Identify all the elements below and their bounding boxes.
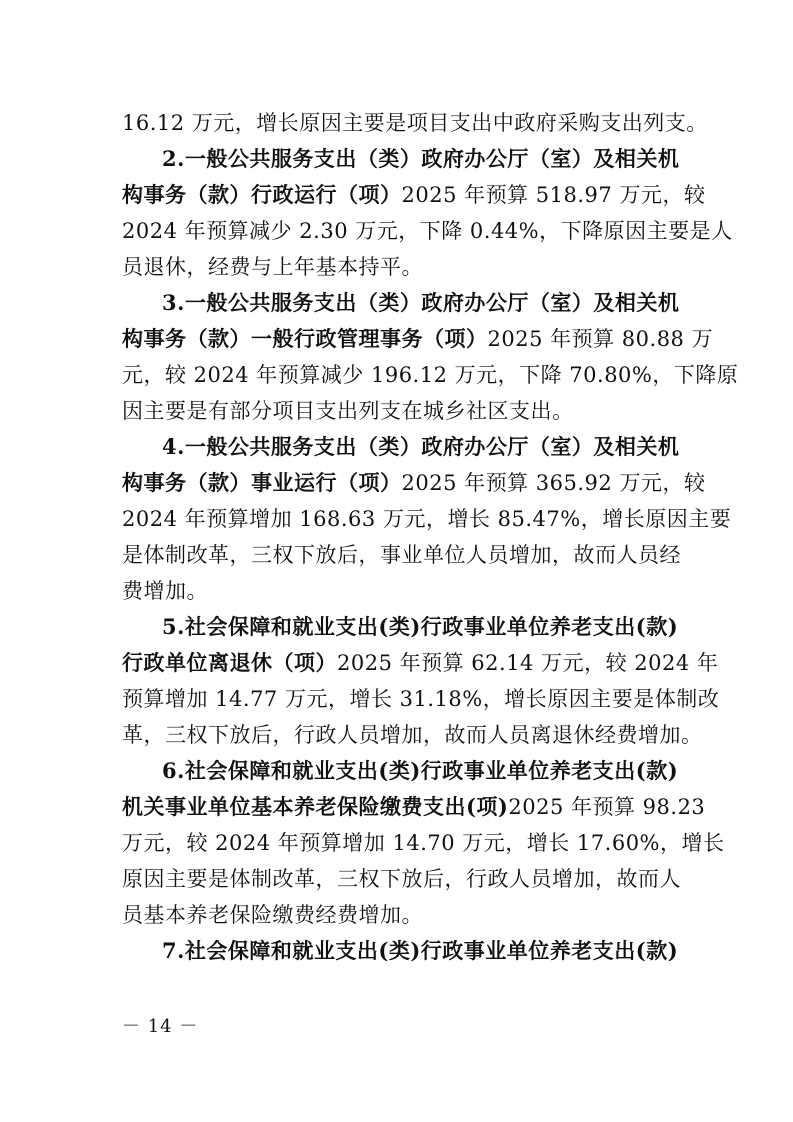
body-text: 2025 年预算 518.97 万元，较 — [401, 183, 706, 207]
paragraph-heading: 构事务（款）事业运行（项） — [122, 470, 402, 495]
body-text: 原因主要是体制改革，三权下放后，行政人员增加，故而人 — [122, 867, 681, 891]
text-line — [122, 103, 708, 143]
text-line — [122, 643, 719, 683]
body-text: 2025 年预算 62.14 万元，较 2024 年 — [337, 651, 719, 675]
body-text: 预算增加 14.77 万元，增长 31.18%，增长原因主要是体制改 — [122, 687, 720, 711]
text-line — [122, 499, 732, 539]
text-line — [122, 391, 674, 431]
paragraph-heading: 3.一般公共服务支出（类）政府办公厅（室）及相关机 — [162, 290, 680, 315]
text-line — [162, 427, 680, 467]
text-line — [122, 247, 674, 287]
text-line — [122, 895, 674, 935]
body-text: 员退休，经费与上年基本持平。 — [122, 255, 423, 279]
text-line — [162, 751, 679, 791]
paragraph-heading: 6.社会保障和就业支出(类)行政事业单位养老支出(款) — [162, 758, 679, 783]
text-line — [122, 679, 720, 719]
body-text: 2025 年预算 365.92 万元，较 — [401, 471, 706, 495]
text-line — [122, 175, 706, 215]
page-number: － 14 － — [122, 1016, 199, 1037]
body-text: 是体制改革，三权下放后，事业单位人员增加，故而人员经 — [122, 543, 681, 567]
text-line — [162, 931, 679, 971]
paragraph-heading: 7.社会保障和就业支出(类)行政事业单位养老支出(款) — [162, 938, 679, 963]
body-text: 员基本养老保险缴费经费增加。 — [122, 903, 423, 927]
body-text: 费增加。 — [122, 579, 208, 603]
paragraph-heading: 4.一般公共服务支出（类）政府办公厅（室）及相关机 — [162, 434, 680, 459]
body-text: 元，较 2024 年预算减少 196.12 万元，下降 70.80%，下降原 — [122, 363, 739, 387]
text-line — [122, 823, 725, 863]
text-line — [122, 319, 714, 359]
body-text: 2024 年预算减少 2.30 万元，下降 0.44%，下降原因主要是人 — [122, 219, 733, 243]
text-line — [122, 535, 681, 575]
text-line — [122, 859, 681, 899]
text-line — [162, 607, 679, 647]
text-line — [162, 283, 680, 323]
paragraph-heading: 机关事业单位基本养老保险缴费支出(项) — [122, 794, 509, 819]
text-line — [122, 715, 703, 755]
paragraph-heading: 5.社会保障和就业支出(类)行政事业单位养老支出(款) — [162, 614, 679, 639]
text-line — [122, 355, 739, 395]
paragraph-heading: 行政单位离退休（项） — [122, 650, 337, 675]
text-line — [122, 463, 706, 503]
body-text: 2024 年预算增加 168.63 万元，增长 85.47%，增长原因主要 — [122, 507, 732, 531]
body-text: 2025 年预算 80.88 万 — [487, 327, 714, 351]
text-line — [122, 211, 733, 251]
body-text: 万元，较 2024 年预算增加 14.70 万元，增长 17.60%，增长 — [122, 831, 725, 855]
body-text: 因主要是有部分项目支出列支在城乡社区支出。 — [122, 399, 574, 423]
body-text: 革，三权下放后，行政人员增加，故而人员离退休经费增加。 — [122, 723, 703, 747]
text-line — [122, 787, 706, 827]
body-text: 16.12 万元，增长原因主要是项目支出中政府采购支出列支。 — [122, 111, 708, 135]
text-line — [162, 139, 680, 179]
paragraph-heading: 构事务（款）一般行政管理事务（项） — [122, 326, 488, 351]
paragraph-heading: 2.一般公共服务支出（类）政府办公厅（室）及相关机 — [162, 146, 680, 171]
paragraph-heading: 构事务（款）行政运行（项） — [122, 182, 402, 207]
text-line — [122, 571, 674, 611]
body-text: 2025 年预算 98.23 — [508, 795, 706, 819]
